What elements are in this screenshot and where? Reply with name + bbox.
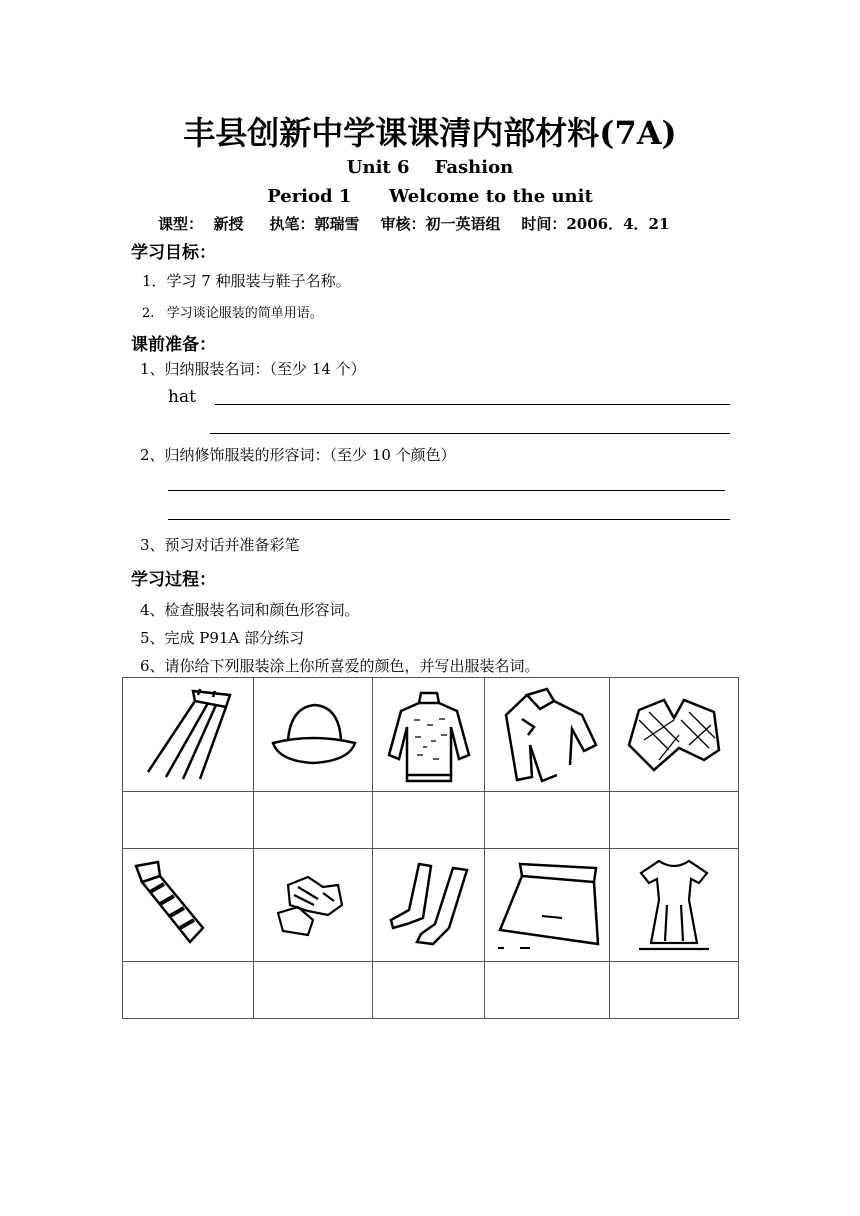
answer-cell[interactable] <box>485 792 610 849</box>
page-title: 丰县创新中学课课清内部材料(7A) <box>183 114 677 152</box>
vest-icon <box>619 690 729 780</box>
answer-cell[interactable] <box>373 962 485 1019</box>
lesson-meta: 课型： 新授 执笔：郭瑞雪 审核：初一英语组 时间：2006．4．21 <box>158 215 670 233</box>
answer-cell[interactable] <box>485 962 610 1019</box>
answer-line-2[interactable] <box>210 433 730 434</box>
answer-cell[interactable] <box>610 792 739 849</box>
skirt-icon <box>490 858 605 953</box>
shoes-icon <box>268 865 358 945</box>
hat-icon <box>263 695 363 775</box>
answer-cell[interactable] <box>254 792 373 849</box>
unit-title: Unit 6 Fashion <box>346 157 514 178</box>
picture-cell <box>373 849 485 962</box>
picture-cell <box>254 849 373 962</box>
process-heading: 学习过程： <box>131 570 216 590</box>
objective-item-1: 1．学习 7 种服装与鞋子名称。 <box>142 272 351 290</box>
picture-cell <box>485 849 610 962</box>
picture-cell <box>485 678 610 792</box>
trousers-icon <box>138 687 238 782</box>
picture-cell <box>610 678 739 792</box>
preparation-heading: 课前准备： <box>131 335 216 355</box>
picture-cell <box>610 849 739 962</box>
boots-icon <box>379 858 479 953</box>
picture-cell <box>373 678 485 792</box>
answer-cell[interactable] <box>610 962 739 1019</box>
tie-icon <box>128 858 218 953</box>
objectives-heading: 学习目标： <box>131 243 216 263</box>
sweater-icon <box>379 685 479 785</box>
answer-cell[interactable] <box>373 792 485 849</box>
example-word: hat <box>168 387 196 407</box>
answer-cell[interactable] <box>254 962 373 1019</box>
prep-item-2: 2、归纳修饰服装的形容词：（至少 10 个颜色） <box>140 446 456 464</box>
answer-cell[interactable] <box>123 792 254 849</box>
picture-cell <box>123 678 254 792</box>
dress-icon <box>629 855 719 955</box>
process-item-5: 5、完成 P91A 部分练习 <box>140 629 305 647</box>
answer-cell[interactable] <box>123 962 254 1019</box>
clothing-table <box>122 677 739 1019</box>
shirt-icon <box>492 685 602 785</box>
answer-line-1[interactable] <box>215 404 730 405</box>
objective-item-2: 2. 学习谈论服装的简单用语。 <box>142 306 323 321</box>
process-item-6: 6、请你给下列服装涂上你所喜爱的颜色，并写出服装名词。 <box>140 657 540 675</box>
period-title: Period 1 Welcome to the unit <box>267 186 593 207</box>
answer-line-3[interactable] <box>168 490 725 491</box>
picture-cell <box>254 678 373 792</box>
process-item-4: 4、检查服装名词和颜色形容词。 <box>140 601 360 619</box>
prep-item-1: 1、归纳服装名词：（至少 14 个） <box>140 360 366 378</box>
prep-item-3: 3、预习对话并准备彩笔 <box>140 536 300 554</box>
picture-cell <box>123 849 254 962</box>
answer-line-4[interactable] <box>168 519 730 520</box>
